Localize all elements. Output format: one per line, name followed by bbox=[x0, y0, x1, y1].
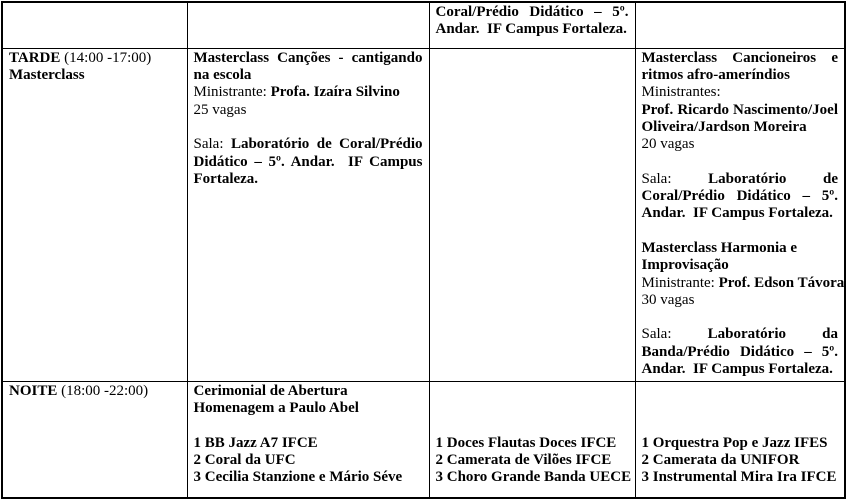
blank-line bbox=[436, 400, 629, 417]
text-segment: Ministrante: bbox=[641, 274, 719, 291]
blank-line bbox=[642, 418, 839, 435]
text-line bbox=[642, 84, 839, 101]
text-segment: Ministrantes: bbox=[641, 84, 721, 101]
text-line bbox=[642, 257, 839, 274]
bold-text-segment: NOITE bbox=[9, 382, 58, 399]
bold-text-segment: Coral/Prédio Didático – 5º. bbox=[641, 188, 838, 205]
text-line bbox=[642, 171, 839, 188]
bold-text-segment: Masterclass Harmonia e bbox=[641, 239, 798, 256]
bold-text-segment: Prof. Edson Távora bbox=[718, 274, 845, 291]
cell-tarde-label bbox=[2, 48, 187, 381]
text-segment: 20 vagas bbox=[641, 136, 695, 153]
text-line bbox=[194, 171, 423, 188]
text-line bbox=[9, 50, 181, 67]
bold-text-segment: Prof. Ricardo Nascimento/Joel bbox=[641, 101, 838, 118]
text-line bbox=[194, 383, 423, 400]
cell-prev-col3 bbox=[429, 2, 635, 48]
bold-text-segment: 3 Choro Grande Banda UECE bbox=[435, 469, 632, 486]
text-line bbox=[642, 205, 839, 222]
cell-noite-program-col4 bbox=[635, 381, 845, 498]
text-line bbox=[194, 84, 423, 101]
cell-noite-label bbox=[2, 381, 187, 498]
text-segment: (14:00 -17:00) bbox=[60, 49, 152, 66]
table-row-tarde bbox=[2, 48, 845, 381]
bold-text-segment: 1 Doces Flautas Doces IFCE bbox=[435, 434, 617, 451]
text-line bbox=[194, 452, 423, 469]
bold-text-segment: Didático – 5º. Andar. IF Campus bbox=[193, 153, 423, 170]
text-line bbox=[194, 400, 423, 417]
blank-line bbox=[436, 418, 629, 435]
schedule-table bbox=[1, 1, 846, 499]
text-segment: Sala: bbox=[641, 170, 709, 187]
text-line bbox=[194, 469, 423, 486]
bold-text-segment: Masterclass bbox=[9, 67, 85, 84]
text-line bbox=[194, 136, 423, 153]
text-line bbox=[9, 383, 181, 400]
bold-text-segment: Laboratório de Coral/Prédio bbox=[230, 136, 423, 153]
bold-text-segment: Oliveira/Jardson Moreira bbox=[641, 118, 807, 135]
text-line bbox=[642, 344, 839, 361]
blank-line bbox=[194, 418, 423, 435]
text-line bbox=[642, 240, 839, 257]
cell-noite-program-col3 bbox=[429, 381, 635, 498]
blank-line bbox=[642, 223, 839, 240]
cell-prev-col1 bbox=[2, 2, 187, 48]
text-segment: Sala: bbox=[641, 326, 708, 343]
cell-prev-col2 bbox=[187, 2, 429, 48]
text-line bbox=[642, 102, 839, 119]
text-segment: Sala: bbox=[193, 136, 231, 153]
blank-line bbox=[642, 383, 839, 400]
blank-line bbox=[194, 119, 423, 136]
bold-text-segment: 2 Coral da UFC bbox=[193, 452, 296, 469]
bold-text-segment: Homenagem a Paulo Abel bbox=[193, 400, 359, 417]
text-segment: (18:00 -22:00) bbox=[57, 382, 149, 399]
text-line bbox=[642, 292, 839, 309]
text-line bbox=[194, 102, 423, 119]
text-line bbox=[436, 452, 629, 469]
bold-text-segment: Laboratório de bbox=[708, 170, 839, 187]
text-segment: Ministrante: bbox=[193, 84, 271, 101]
bold-text-segment: na escola bbox=[193, 67, 252, 84]
text-line bbox=[642, 119, 839, 136]
text-line bbox=[641, 274, 845, 292]
bold-text-segment: Banda/Prédio Didático – 5º. bbox=[641, 343, 838, 360]
text-line bbox=[435, 469, 632, 486]
table-row-prev-tail bbox=[2, 2, 845, 48]
bold-text-segment: Masterclass Canções - cantigando bbox=[193, 49, 423, 66]
text-line bbox=[194, 154, 423, 171]
text-line bbox=[194, 67, 423, 84]
text-line bbox=[642, 67, 839, 84]
bold-text-segment: Coral/Prédio Didático – 5º. bbox=[435, 4, 629, 20]
text-line bbox=[194, 435, 423, 452]
bold-text-segment: 2 Camerata de Vilões IFCE bbox=[435, 452, 612, 469]
bold-text-segment: Masterclass Cancioneiros e bbox=[641, 49, 838, 66]
bold-text-segment: 3 Cecilia Stanzione e Mário Séve bbox=[193, 469, 403, 486]
bold-text-segment: 3 Instrumental Mira Ira IFCE bbox=[641, 469, 837, 486]
cell-tarde-empty bbox=[429, 48, 635, 381]
text-line bbox=[9, 67, 181, 84]
bold-text-segment: Cerimonial de Abertura bbox=[193, 382, 348, 399]
text-line bbox=[642, 188, 839, 205]
text-line bbox=[642, 50, 839, 67]
text-segment: 30 vagas bbox=[641, 291, 695, 308]
cell-noite-program-col2 bbox=[187, 381, 429, 498]
text-line bbox=[642, 136, 839, 153]
text-line bbox=[642, 435, 839, 452]
cell-tarde-masterclass-cancoes bbox=[187, 48, 429, 381]
bold-text-segment: 1 BB Jazz A7 IFCE bbox=[193, 434, 318, 451]
text-line bbox=[194, 50, 423, 67]
blank-line bbox=[642, 154, 839, 171]
blank-line bbox=[436, 383, 629, 400]
text-line bbox=[642, 469, 839, 486]
bold-text-segment: Improvisação bbox=[641, 257, 729, 274]
bold-text-segment: Andar. IF Campus Fortaleza. bbox=[641, 205, 833, 222]
bold-text-segment: Andar. IF Campus Fortaleza. bbox=[641, 361, 833, 378]
bold-text-segment: ritmos afro-ameríndios bbox=[641, 67, 790, 84]
text-line bbox=[436, 4, 629, 21]
text-line bbox=[436, 21, 629, 38]
bold-text-segment: Fortaleza. bbox=[193, 170, 259, 187]
text-line bbox=[436, 435, 629, 452]
text-segment: 25 vagas bbox=[193, 101, 247, 118]
text-line bbox=[642, 452, 839, 469]
bold-text-segment: 2 Camerata da UNIFOR bbox=[641, 452, 800, 469]
cell-prev-col4 bbox=[635, 2, 845, 48]
bold-text-segment: Laboratório da bbox=[707, 326, 839, 343]
text-line bbox=[642, 361, 839, 378]
bold-text-segment: 1 Orquestra Pop e Jazz IFES bbox=[641, 434, 828, 451]
bold-text-segment: Andar. IF Campus Fortaleza. bbox=[435, 21, 627, 38]
bold-text-segment: TARDE bbox=[9, 49, 61, 66]
table-row-noite bbox=[2, 381, 845, 498]
bold-text-segment: Profa. Izaíra Silvino bbox=[270, 84, 400, 101]
cell-tarde-masterclass-cancioneiros bbox=[635, 48, 845, 381]
blank-line bbox=[642, 309, 839, 326]
text-line bbox=[642, 326, 839, 343]
blank-line bbox=[642, 400, 839, 417]
